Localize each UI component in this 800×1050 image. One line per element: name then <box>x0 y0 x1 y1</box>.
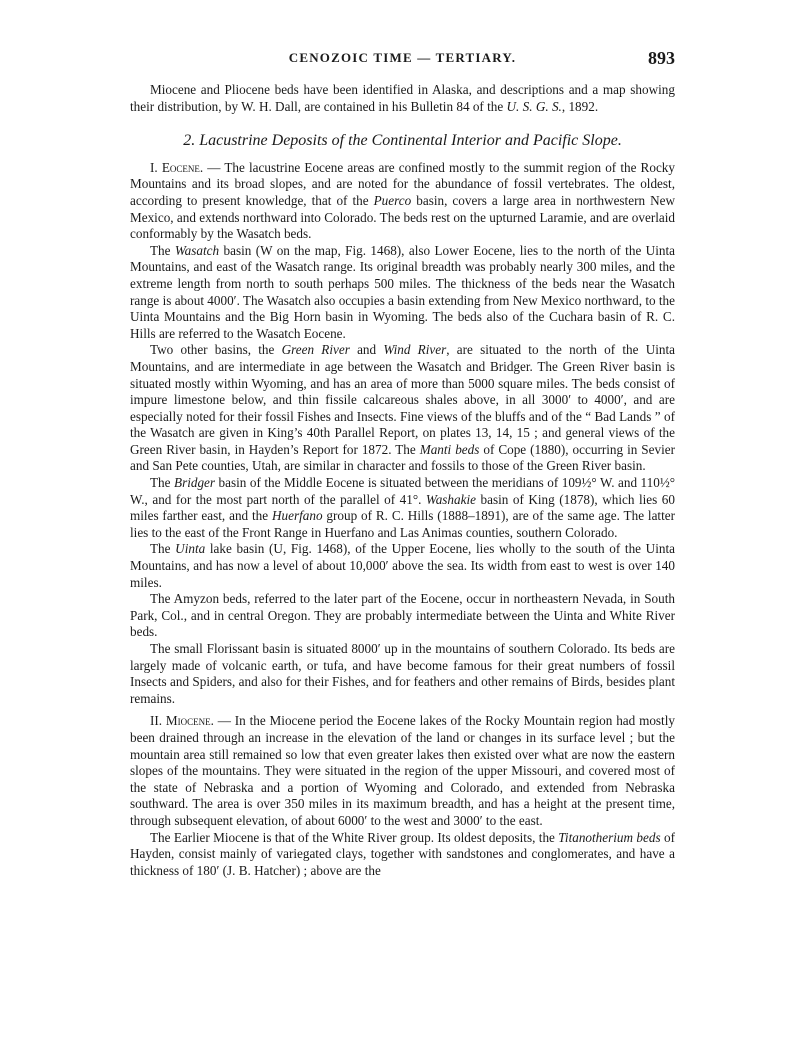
text: basin, covers a large area in northwestern New Mexico, and extends northward into Colorado. The beds rest on the upturned Laramie, and are overlaid conformably by the Wasatch beds. <box>130 192 675 242</box>
intro-text-end: , 1892. <box>561 98 599 114</box>
text: group of R. C. Hills (1888–1891), are of the same age. The latter lies to the east of the Front Range in Huerfano and Las Animas counties, southern Colorado. <box>130 508 676 540</box>
miocene-label: II. Miocene. <box>150 713 214 729</box>
text: and <box>349 342 384 358</box>
text: basin of the Middle Eocene is situated between the meridians of 109½° W. and 110½° W., and for the most part north of the parallel of 41°. <box>130 475 675 507</box>
text: basin of King (1878), which lies 60 miles farther east, and the <box>130 491 675 524</box>
text: lake basin (U, Fig. 1468), of the Upper Eocene, lies wholly to the south of the Uinta Mountains, and has now a level of about 10,000′ above the sea. Its width from east to west is over 140 miles. <box>130 541 675 590</box>
eocene-paragraph-1 <box>130 160 675 243</box>
intro-text: Miocene and Pliocene beds have been identified in Alaska, and descriptions and a map showing their distribution, by W. H. Dall, are contained in his Bulletin 84 of the <box>130 82 675 114</box>
text: The <box>150 541 176 557</box>
italic-term: Huerfano <box>271 508 323 524</box>
eocene-paragraph-6: The Amyzon beds, referred to the later part of the Eocene, occur in northeastern Nevada, in South Park, Col., and in central Oregon. They are probably intermediate between the Uinta and White River beds. <box>130 591 675 640</box>
intro-italic: U. S. G. S. <box>506 98 562 114</box>
miocene-paragraph-2 <box>130 830 675 880</box>
eocene-paragraph-5 <box>130 541 675 591</box>
text: The <box>150 242 175 258</box>
eocene-paragraph-7: The small Florissant basin is situated 8000′ up in the mountains of southern Colorado. Its beds are largely made of volcanic earth, or tufa, and have become famous for their great numbers of fossil Insects and Spiders, and also for their Fishes, and for feathers and other remains of Birds, besides plant remains. <box>130 641 675 706</box>
text: The <box>150 475 175 491</box>
text: Two other basins, the <box>150 342 282 358</box>
eocene-label: I. Eocene. <box>150 159 204 175</box>
italic-term: Puerco <box>373 192 412 208</box>
italic-term: Wind River <box>383 342 447 358</box>
eocene-paragraph-3 <box>130 342 675 475</box>
italic-term: Green River <box>281 342 350 358</box>
italic-term: Wasatch <box>174 242 220 258</box>
text: — In the Miocene period the Eocene lakes of the Rocky Mountain region had mostly been drained through an increase in the elevation of the land or changes in its surface level ; but the mountain area still remained so low that even greater lakes then existed over what are now the eastern slopes of the mountains. They were situated in the region of the upper Missouri, and covered most of the state of Nebraska and a portion of Wyoming and Colorado, and extended from Nebraska southward. The area is over 350 miles in its maximum breadth, and has a height at the present time, through subsequent elevation, of about 6000′ to the west and 3000′ to the east. <box>130 713 675 828</box>
eocene-paragraph-2 <box>130 243 675 343</box>
italic-term: Titanotherium beds <box>558 829 661 845</box>
section-title: 2. Lacustrine Deposits of the Continental Interior and Pacific Slope. <box>183 132 622 150</box>
page-body <box>130 82 675 879</box>
text: of Hayden, consist mainly of variegated clays, together with sandstones and conglomerates, and have a thickness of 180′ (J. B. Hatcher) ; above are the <box>130 829 675 878</box>
text: of Cope (1880), occurring in Sevier and San Pete counties, Utah, are similar in character and fossils to those of the Green River basin. <box>130 441 675 474</box>
eocene-paragraph-4 <box>130 475 675 541</box>
page-header <box>130 48 675 72</box>
text: basin (W on the map, Fig. 1468), also Lower Eocene, lies to the north of the Uinta Mountains, and east of the Wasatch range. Its original breadth was probably nearly 300 miles, and the extreme length from north to south perhaps 500 miles. The thickness of the beds near the Wasatch range is about 4000′. The Wasatch also occupies a basin extending from New Mexico northward, to the Uinta Mountains and the Big Horn basin in Wyoming. The beds also of the Cuchara basin of R. C. Hills are referred to the Wasatch Eocene. <box>130 242 675 341</box>
miocene-paragraph-1 <box>130 713 675 829</box>
italic-term: Bridger <box>174 475 216 491</box>
italic-term: Manti beds <box>419 441 480 457</box>
italic-term: Uinta <box>175 541 206 557</box>
text: , are situated to the north of the Uinta Mountains, and are intermediate in age between the Wasatch and Bridger. The Green River basin is situated mostly within Wyoming, and has an area of more than 5000 square miles. The beds consist of impure limestone below, and thin fissile calcareous shales above, in all 3000′ to 4000′, and are especially noted for their fossil Fishes and Insects. Fine views of the bluffs and of the “ Bad Lands ” of the Wasatch are given in King’s 40th Parallel Report, on plates 13, 14, 15 ; and general views of the Green River basin, in Hayden’s Report for 1872. The <box>130 342 675 457</box>
intro-paragraph <box>130 82 675 115</box>
text: The Earlier Miocene is that of the White River group. Its oldest deposits, the <box>150 829 559 845</box>
running-head: CENOZOIC TIME — TERTIARY. <box>288 50 517 65</box>
page-number: 893 <box>648 48 675 68</box>
italic-term: Washakie <box>425 491 476 507</box>
text: — The lacustrine Eocene areas are confined mostly to the summit region of the Rocky Mountains and its broad slopes, and are noted for the abundance of fossil vertebrates. The oldest, according to present knowledge, that of the <box>130 159 675 208</box>
